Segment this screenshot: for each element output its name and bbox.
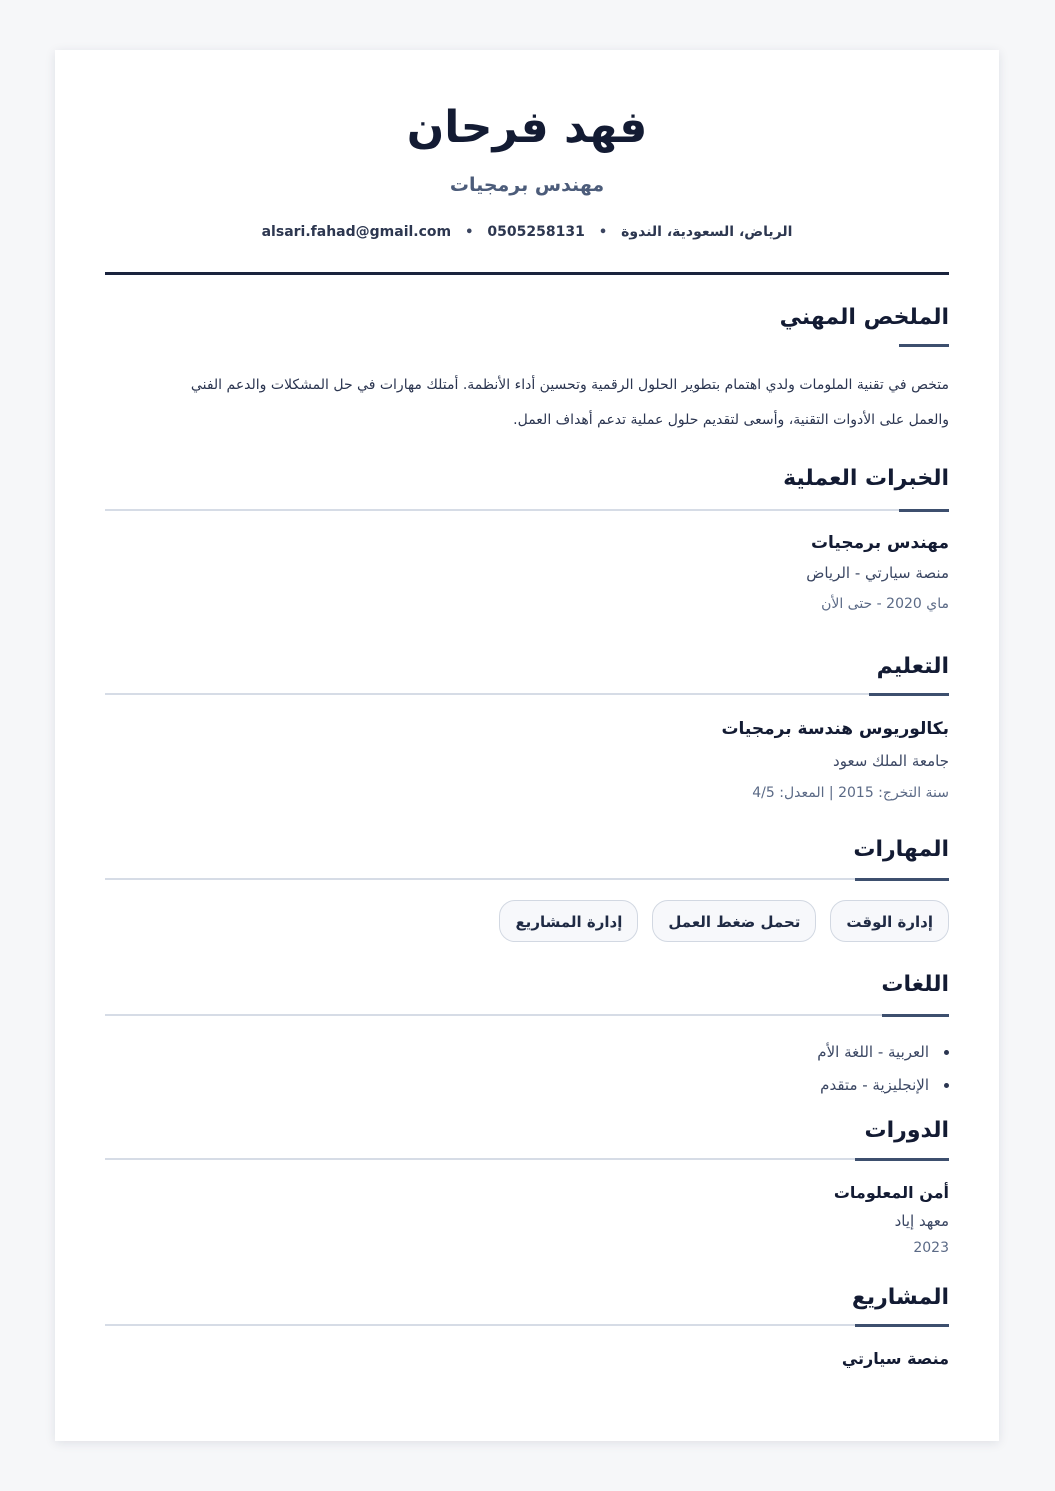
email-link[interactable]: alsari.fahad@gmail.com <box>261 224 452 240</box>
course-name: أمن المعلومات <box>833 1183 949 1202</box>
experience-role: مهندس برمجيات <box>810 533 949 553</box>
section-title-languages: اللغات <box>881 972 949 997</box>
list-item <box>817 1069 949 1102</box>
section-divider <box>105 1158 949 1160</box>
skill-chip: إدارة الوقت <box>830 900 949 942</box>
bullet-dot <box>944 1083 949 1088</box>
summary-line: والعمل على الأدوات التقنية، وأسعى لتقديم حلول عملية تدعم أهداف العمل. <box>513 412 949 428</box>
education-degree: بكالوريوس هندسة برمجيات <box>721 719 949 739</box>
summary-line: متخص في تقنية الملومات ولدي اهتمام بتطوير الحلول الرقمية وتحسين أداء الأنظمة. أمتلك مهارات في حل المشكلات والدعم الفني <box>190 377 949 393</box>
section-title-skills: المهارات <box>853 837 949 862</box>
section-divider <box>105 509 949 511</box>
education-school: جامعة الملك سعود <box>833 752 949 770</box>
course-institute: معهد إياد <box>894 1212 949 1230</box>
section-divider <box>105 693 949 695</box>
skill-chip: إدارة المشاريع <box>499 900 638 942</box>
section-title-projects: المشاريع <box>851 1285 949 1310</box>
bullet-separator: • <box>465 225 474 240</box>
section-divider <box>105 878 949 880</box>
section-underline <box>899 344 949 347</box>
resume-page <box>55 50 999 1441</box>
skill-chip: تحمل ضغط العمل <box>652 900 816 942</box>
section-title-courses: الدورات <box>864 1118 949 1143</box>
language-entry: الإنجليزية - متقدم <box>820 1076 929 1094</box>
section-underline <box>855 878 949 881</box>
education-details: سنة التخرج: 2015 | المعدل: 4/5 <box>752 785 949 801</box>
section-underline <box>855 1324 949 1327</box>
section-underline <box>882 1014 949 1017</box>
resume-content <box>105 50 949 1441</box>
languages-list <box>817 1036 949 1102</box>
section-underline <box>899 509 949 512</box>
bullet-dot <box>944 1050 949 1055</box>
section-underline <box>869 693 949 696</box>
course-year: 2023 <box>913 1240 949 1256</box>
section-underline <box>855 1158 949 1161</box>
location-text: الرياض، السعودية، الندوة <box>621 224 793 240</box>
skills-list <box>499 900 949 942</box>
summary-text <box>105 368 949 438</box>
list-item <box>817 1036 949 1069</box>
section-title-experience: الخبرات العملية <box>783 466 949 491</box>
language-entry: العربية - اللغة الأم <box>817 1043 929 1061</box>
experience-period: ماي 2020 - حتى الأن <box>821 596 949 612</box>
candidate-name: فهد فرحان <box>406 102 648 153</box>
candidate-title: مهندس برمجيات <box>449 174 605 196</box>
section-divider <box>105 1014 949 1016</box>
experience-company: منصة سيارتي - الرياض <box>806 564 949 582</box>
section-title-summary: الملخص المهني <box>779 305 949 330</box>
header-rule <box>105 272 949 275</box>
phone-text: 0505258131 <box>487 224 585 240</box>
contact-line <box>105 224 949 240</box>
section-title-education: التعليم <box>876 654 949 679</box>
project-name: منصة سيارتي <box>841 1349 949 1368</box>
section-divider <box>105 1324 949 1326</box>
bullet-separator: • <box>598 225 608 240</box>
